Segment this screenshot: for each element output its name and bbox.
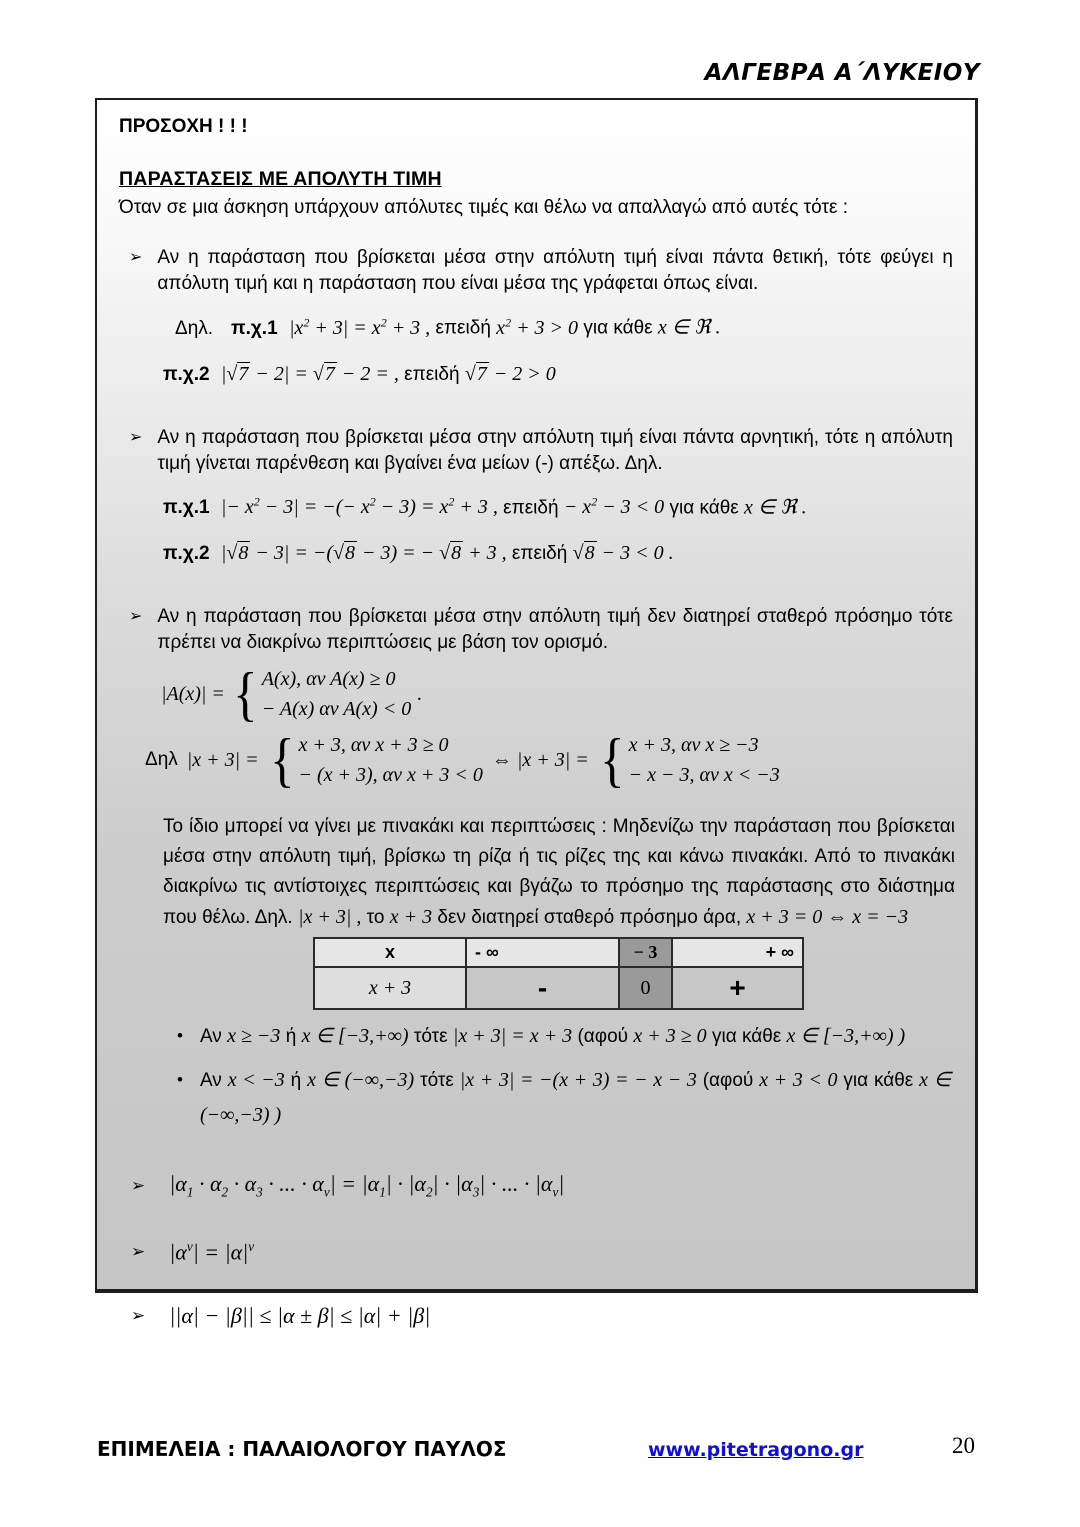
arrow-bullet-icon: ➢ bbox=[129, 249, 143, 266]
math-expression: x ∈ (−∞,−3) ) bbox=[199, 1069, 952, 1127]
math-expression: |x + 3| = −(x + 3) = − x − 3 bbox=[459, 1069, 697, 1092]
sign-table-header-row bbox=[314, 938, 803, 967]
bullet-variable-sign-case bbox=[129, 604, 955, 656]
footer-credit: ΕΠΙΜΕΛΕΙΑ : ΠΑΛΑΙΟΛΟΓΟΥ ΠΑΥΛΟΣ bbox=[97, 1437, 507, 1461]
brace-glyph: { bbox=[269, 727, 295, 794]
intro-text: Όταν σε μια άσκηση υπάρχουν απόλυτες τιμές και θέλω να απαλλαγώ από αυτές τότε : bbox=[119, 197, 848, 218]
table-cell-expression: x + 3 bbox=[314, 967, 466, 1009]
math-expression: ⇔ |x + 3| = bbox=[491, 748, 589, 771]
table-cell-root: − 3 bbox=[619, 938, 672, 967]
example-text: επειδή bbox=[404, 363, 460, 385]
piecewise-row: Α(x), αν Α(x) ≥ 0 bbox=[261, 668, 396, 691]
math-expression: . bbox=[417, 682, 423, 705]
table-cell-positive-sign: + bbox=[672, 967, 803, 1009]
case-text bbox=[200, 1019, 955, 1054]
table-cell-plus-infinity: + ∞ bbox=[672, 938, 803, 967]
property-triangle-inequality bbox=[131, 1303, 955, 1329]
math-expression: x ≥ −3 bbox=[227, 1025, 281, 1048]
piecewise-row: − Α(x) αν Α(x) < 0 bbox=[261, 698, 412, 721]
math-expression: x ∈ (−∞,−3) bbox=[307, 1069, 415, 1092]
math-expression: x ∈ ℜ . bbox=[657, 316, 721, 339]
example-tag: π.χ.1 bbox=[231, 317, 278, 339]
example-tag: π.χ.1 bbox=[163, 497, 210, 519]
table-cell-zero: 0 bbox=[619, 967, 672, 1009]
math-expression: |Α(x)| = bbox=[161, 682, 225, 705]
footer-link[interactable]: www.pitetragono.gr bbox=[648, 1439, 864, 1461]
example-text: επειδή bbox=[511, 543, 568, 565]
case-bullet-negative bbox=[177, 1063, 955, 1133]
math-expression: |x + 3| , bbox=[298, 906, 362, 929]
dot-bullet-icon: • bbox=[177, 1070, 183, 1090]
example-piecewise-formula bbox=[145, 727, 955, 794]
piecewise-row: x + 3, αν x + 3 ≥ 0 bbox=[298, 734, 449, 757]
math-expression: $|\alpha_1 \cdot \alpha_2 \cdot \alpha_3$ · ... · $\alpha_\nu| = |\alpha_1| \cdot |\alpha_2| \cdot |\alpha_3|$ · ... · $|\alpha_\nu|$ bbox=[169, 1171, 565, 1200]
bullet-negative-case bbox=[129, 425, 955, 477]
math-expression: x < −3 bbox=[227, 1069, 285, 1092]
case-word: Αν bbox=[199, 1070, 222, 1092]
example-line bbox=[163, 482, 955, 529]
page-title: ΑΛΓΕΒΡΑ Α΄ΛΥΚΕΙΟΥ bbox=[704, 60, 980, 86]
case-text bbox=[200, 1063, 955, 1133]
arrow-bullet-icon: ➢ bbox=[131, 1241, 146, 1261]
example-tag: π.χ.2 bbox=[163, 543, 210, 565]
arrow-bullet-icon: ➢ bbox=[129, 428, 143, 446]
math-expression: x + 3 ≥ 0 bbox=[633, 1025, 707, 1048]
arrow-bullet-icon: ➢ bbox=[129, 608, 143, 626]
piecewise-row: − x − 3, αν x < −3 bbox=[628, 764, 780, 787]
piecewise-row: − (x + 3), αν x + 3 < 0 bbox=[298, 764, 483, 787]
case-word: Αν bbox=[199, 1026, 222, 1048]
property-product bbox=[131, 1171, 955, 1200]
example-text: για κάθε bbox=[669, 497, 739, 519]
paragraph-text: Το ίδιο μπορεί να γίνει με πινακάκι και περιπτώσεις : Μηδενίζω την παράσταση που βρίσκεται μέσα στην απόλυτη τιμή, βρίσκω τη ρίζα ή τις ρίζες της και κάνω πινακάκι. Από το πινακάκι διακρίνω τις αντίστοιχες περιπτώσεις και βγάζω το πρόσημο της παράστασης στο διάστημα που θέλω. Δηλ. bbox=[163, 816, 955, 929]
bullet-positive-case bbox=[129, 245, 955, 297]
case-word: για κάθε bbox=[843, 1070, 914, 1092]
example-text: επειδή bbox=[503, 497, 559, 519]
math-expression: |√7 − 2| = √7 − 2 = , bbox=[220, 362, 399, 385]
case-word: (αφού bbox=[577, 1026, 629, 1048]
bullet-text: Αν η παράσταση που βρίσκεται μέσα στην απόλυτη τιμή είναι πάντα αρνητική, τότε η απόλυτη τιμή γίνεται παρένθεση και βγαίνει ένα μείων (-) απέξω. Δηλ. bbox=[157, 426, 953, 474]
example-lead: Δηλ bbox=[145, 749, 178, 771]
math-expression: − $x^2 - 3 < 0$ bbox=[563, 494, 665, 519]
piecewise-row: x + 3, αν x ≥ −3 bbox=[628, 734, 759, 757]
dot-bullet-icon: • bbox=[177, 1026, 183, 1046]
bullet-text: Αν η παράσταση που βρίσκεται μέσα στην απόλυτη τιμή δεν διατηρεί σταθερό πρόσημο τότε πρέπει να διακρίνω περιπτώσεις με βάση τον ορισμό. bbox=[157, 606, 953, 654]
math-expression: ||α| − |β|| ≤ |α ± β| ≤ |α| + |β| bbox=[169, 1303, 431, 1329]
math-expression: x ∈ [−3,+∞) bbox=[301, 1025, 409, 1048]
piecewise-expression bbox=[231, 661, 412, 728]
case-word: τότε bbox=[420, 1070, 454, 1092]
attention-heading: ΠΡΟΣΟΧΗ ! ! ! bbox=[119, 116, 248, 137]
math-expression: $|x^2 + 3| = x^2 + 3$ , bbox=[288, 315, 431, 339]
math-expression: x ∈ [−3,+∞) ) bbox=[786, 1025, 906, 1048]
example-line bbox=[163, 354, 955, 395]
table-cell-x: x bbox=[314, 938, 466, 967]
case-word: ή bbox=[285, 1026, 297, 1048]
math-expression: √7 − 2 > 0 bbox=[464, 362, 556, 385]
definition-formula bbox=[161, 661, 955, 728]
case-word: τότε bbox=[413, 1026, 448, 1048]
table-cell-negative-sign: - bbox=[466, 967, 619, 1009]
paragraph-text: το bbox=[366, 907, 385, 929]
math-expression: x + 3 bbox=[389, 906, 433, 929]
piecewise-expression bbox=[598, 727, 780, 794]
table-cell-minus-infinity: - ∞ bbox=[466, 938, 619, 967]
math-expression: |√8 − 3| = −(√8 − 3) = − √8 + 3 , bbox=[220, 542, 507, 565]
section-heading: ΠΑΡΑΣΤΑΣΕΙΣ ΜΕ ΑΠΟΛΥΤΗ ΤΙΜΗ bbox=[119, 168, 442, 190]
example-text: για κάθε bbox=[583, 317, 653, 339]
arrow-bullet-icon: ➢ bbox=[131, 1176, 146, 1195]
case-bullet-nonnegative bbox=[177, 1019, 955, 1054]
case-word: για κάθε bbox=[711, 1026, 782, 1048]
example-lead: Δηλ. bbox=[175, 317, 214, 339]
arrow-bullet-icon: ➢ bbox=[131, 1306, 146, 1326]
example-line bbox=[163, 533, 955, 574]
math-expression: |x + 3| = x + 3 bbox=[452, 1025, 573, 1048]
sign-table-value-row bbox=[314, 967, 803, 1009]
sign-table-explanation bbox=[163, 812, 955, 933]
content-box bbox=[95, 98, 978, 1329]
page-number: 20 bbox=[952, 1433, 975, 1458]
brace-glyph: { bbox=[599, 727, 625, 794]
piecewise-expression bbox=[268, 727, 483, 794]
sign-table bbox=[313, 937, 804, 1010]
brace-glyph: { bbox=[233, 661, 258, 728]
case-word: ή bbox=[290, 1070, 302, 1092]
math-expression: x + 3 = 0 ⇔ x = −3 bbox=[746, 906, 909, 929]
math-expression: $|\alpha^\nu| = |\alpha|^\nu$ bbox=[169, 1238, 255, 1265]
math-expression: |− $x^2 - 3|$ = −(− $x^2 - 3) = x^2 + 3$ , bbox=[220, 494, 498, 519]
example-text: επειδή bbox=[435, 317, 491, 339]
bullet-text: Αν η παράσταση που βρίσκεται μέσα στην απόλυτη τιμή είναι πάντα θετική, τότε φεύγει η απόλυτη τιμή και η παράσταση που είναι μέσα της γράφεται όπως είναι. bbox=[157, 247, 953, 294]
property-power bbox=[131, 1239, 955, 1265]
example-tag: π.χ.2 bbox=[163, 363, 210, 385]
math-expression: |x + 3| = bbox=[186, 748, 259, 771]
math-expression: x + 3 < 0 bbox=[759, 1069, 838, 1092]
case-word: (αφού bbox=[702, 1070, 754, 1092]
math-expression: x ∈ ℜ . bbox=[744, 496, 807, 519]
math-expression: √8 − 3 < 0 . bbox=[572, 542, 674, 565]
example-line bbox=[175, 302, 955, 349]
math-expression: $x^2 + 3 > 0$ bbox=[496, 315, 579, 339]
paragraph-text: δεν διατηρεί σταθερό πρόσημο άρα, bbox=[437, 907, 742, 929]
